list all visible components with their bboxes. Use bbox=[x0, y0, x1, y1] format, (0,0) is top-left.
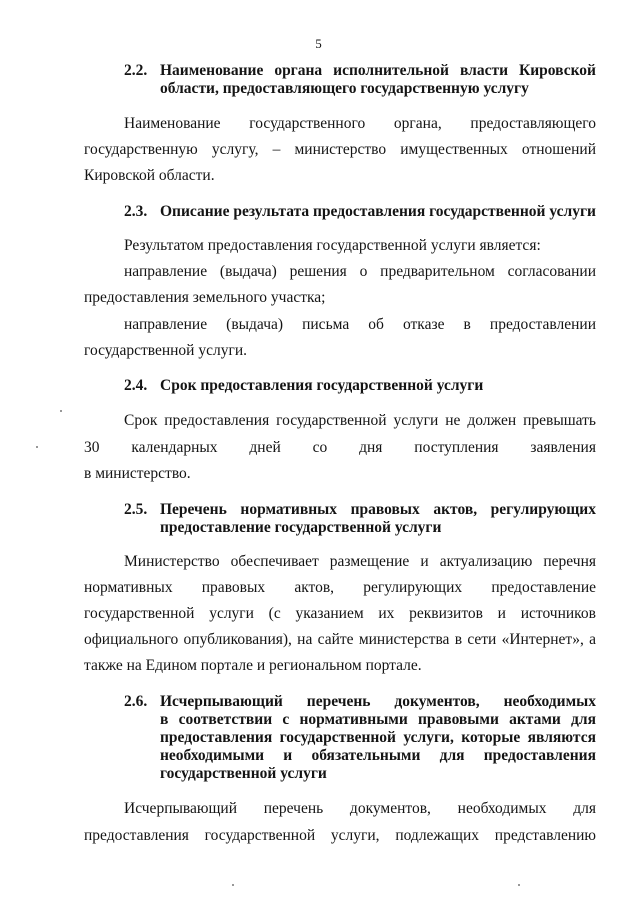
section-heading-2-3 bbox=[124, 203, 596, 221]
scan-speck bbox=[518, 884, 520, 886]
section-heading-2-2 bbox=[124, 62, 596, 98]
section-heading-2-4 bbox=[124, 377, 596, 395]
section-title-line: Перечень нормативных правовых актов, регулирующих bbox=[160, 501, 596, 518]
scan-speck bbox=[232, 884, 234, 886]
section-number: 2.4. bbox=[124, 377, 148, 394]
paragraph-line: Кировской области. bbox=[84, 167, 215, 184]
section-number: 2.2. bbox=[124, 62, 148, 79]
section-title-line: в соответствии с нормативными правовыми актами для bbox=[160, 711, 596, 728]
section-heading-2-5 bbox=[124, 501, 596, 537]
paragraph-line: в министерство. bbox=[84, 465, 191, 482]
paragraph-line: предоставления земельного участка; bbox=[84, 289, 326, 306]
section-title-line: предоставление государственной услуги bbox=[160, 519, 442, 536]
paragraph-line: 30 календарных дней со дня поступления заявления bbox=[84, 439, 596, 456]
paragraph-line: Министерство обеспечивает размещение и актуализацию перечня bbox=[124, 553, 596, 570]
section-title-line: необходимыми и обязательными для предоставления bbox=[160, 747, 596, 764]
section-heading-2-6 bbox=[124, 693, 596, 783]
paragraph-line: направление (выдача) решения о предварительном согласовании bbox=[124, 263, 596, 280]
section-title-line: государственной услуги bbox=[160, 765, 327, 782]
paragraph-line: официального опубликования), на сайте министерства в сети «Интернет», а bbox=[84, 631, 596, 648]
section-number: 2.6. bbox=[124, 693, 148, 710]
section-title-line: Исчерпывающий перечень документов, необходимых bbox=[160, 693, 596, 710]
page-number: 5 bbox=[315, 36, 322, 51]
section-number: 2.5. bbox=[124, 501, 148, 518]
paragraph-line: Результатом предоставления государственной услуги является: bbox=[124, 237, 541, 254]
section-number: 2.3. bbox=[124, 203, 148, 220]
scan-speck bbox=[60, 410, 62, 412]
section-title-line: области, предоставляющего государственную услугу bbox=[160, 80, 529, 97]
paragraph-line: направление (выдача) письма об отказе в предоставлении bbox=[124, 316, 596, 333]
scan-speck bbox=[36, 446, 38, 448]
paragraph-line: государственной услуги (с указанием их реквизитов и источников bbox=[84, 605, 596, 622]
section-title-line: Наименование органа исполнительной власти Кировской bbox=[160, 62, 596, 79]
section-title-line: Срок предоставления государственной услуги bbox=[160, 377, 484, 394]
paragraph-line: государственную услугу, – министерство имущественных отношений bbox=[84, 141, 596, 158]
paragraph-line: предоставления государственной услуги, подлежащих представлению bbox=[84, 827, 596, 844]
paragraph-line: нормативных правовых актов, регулирующих предоставление bbox=[84, 579, 596, 596]
paragraph-line: Срок предоставления государственной услуги не должен превышать bbox=[124, 412, 596, 429]
paragraph-line: Исчерпывающий перечень документов, необходимых для bbox=[124, 800, 596, 817]
section-title-line: предоставления государственной услуги, которые являются bbox=[160, 729, 596, 746]
paragraph-line: Наименование государственного органа, предоставляющего bbox=[124, 115, 596, 132]
section-title-line: Описание результата предоставления государственной услуги bbox=[160, 203, 596, 220]
paragraph-line: также на Едином портале и региональном портале. bbox=[84, 657, 422, 674]
paragraph-line: государственной услуги. bbox=[84, 342, 247, 359]
